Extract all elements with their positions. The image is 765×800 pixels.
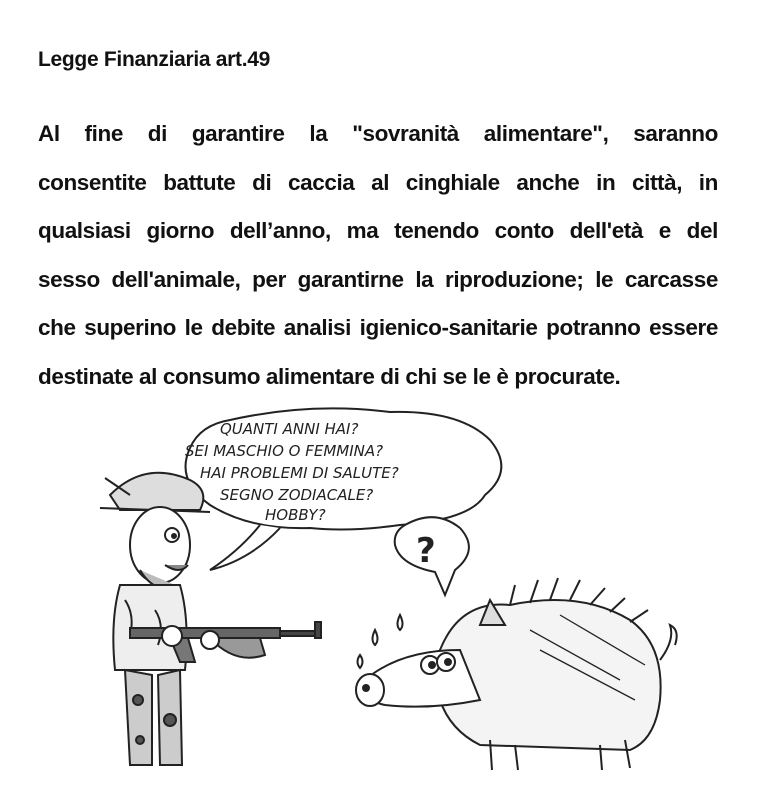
question-mark: ? (416, 531, 436, 571)
speech-line: SEGNO ZODIACALE? (220, 486, 374, 504)
article-line: Al fine di garantire la "sovranità alimentare", saranno (38, 121, 718, 146)
boar-figure (356, 578, 677, 770)
speech-line: SEI MASCHIO O FEMMINA? (185, 442, 384, 460)
speech-bubble-tail (210, 525, 280, 570)
cartoon-drawing (60, 400, 740, 780)
speech-line: HAI PROBLEMI DI SALUTE? (200, 464, 399, 482)
article-line: destinate al consumo alimentare di chi se le è procurate. (38, 363, 621, 389)
article-line: sesso dell'animale, per garantirne la riproduzione; le carcasse (38, 266, 718, 292)
article-line: che superino le debite analisi igienico-sanitarie potranno essere (38, 315, 718, 340)
speech-line: QUANTI ANNI HAI? (220, 420, 359, 438)
article-line: consentite battute di caccia al cinghiale anche in città, in (38, 169, 718, 195)
page-title: Legge Finanziaria art.49 (38, 48, 271, 71)
article-text (38, 110, 718, 401)
article-line: qualsiasi giorno dell’anno, ma tenendo conto dell'età e del (38, 218, 718, 243)
speech-line: HOBBY? (265, 506, 326, 524)
cartoon-illustration (60, 400, 740, 780)
